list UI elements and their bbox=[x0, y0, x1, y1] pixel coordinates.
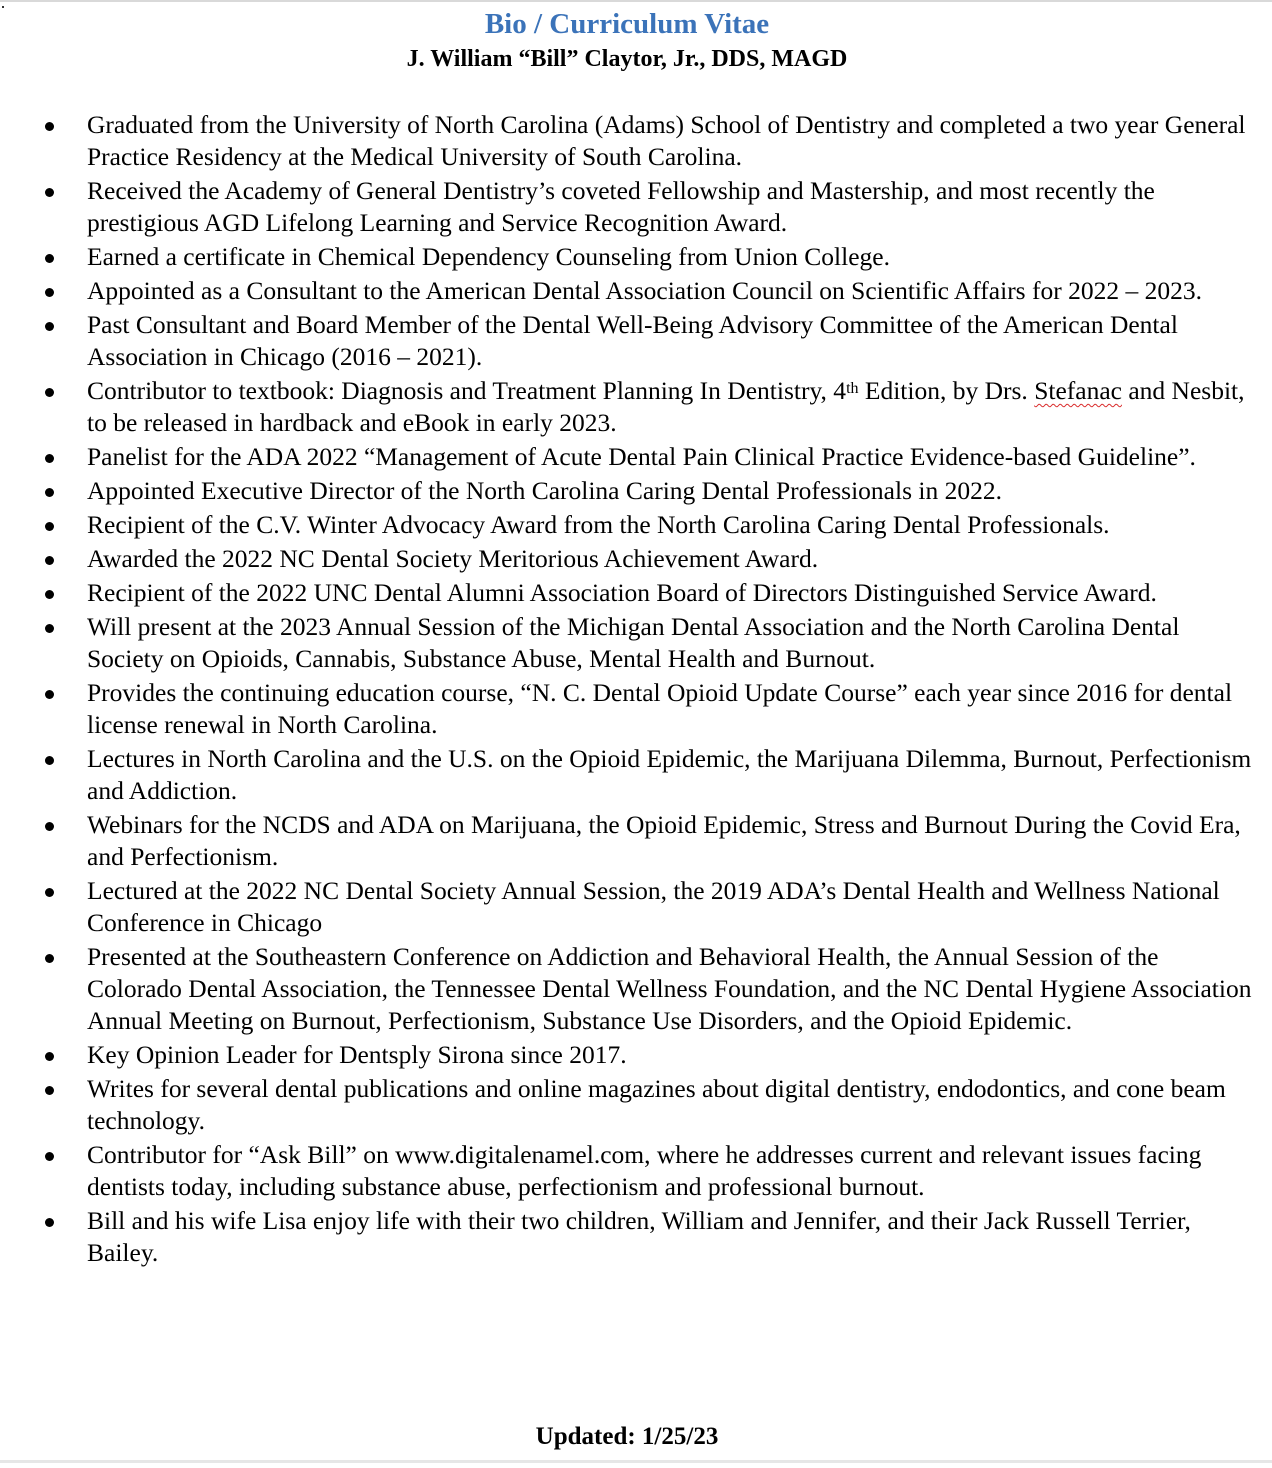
list-item-text: Contributor to textbook: Diagnosis and Treatment Planning In Dentistry, 4 bbox=[87, 376, 847, 405]
list-item bbox=[0, 309, 1272, 373]
bullet-icon bbox=[45, 624, 54, 633]
list-item bbox=[0, 475, 1272, 507]
bullet-icon bbox=[45, 322, 54, 331]
bullet-icon bbox=[45, 522, 54, 531]
bullet-icon bbox=[45, 1052, 54, 1061]
list-item bbox=[0, 677, 1272, 741]
bullet-icon bbox=[45, 1086, 54, 1095]
bio-list bbox=[0, 109, 1272, 1271]
list-item bbox=[0, 275, 1272, 307]
document-subtitle: J. William “Bill” Claytor, Jr., DDS, MAGD bbox=[406, 46, 848, 72]
list-item-text: Edition, by Drs. bbox=[858, 376, 1035, 405]
list-item-text: Provides the continuing education course, “N. C. Dental Opioid Update Course” each year since 2016 for dental license renewal in North Carolina. bbox=[87, 678, 1233, 739]
bullet-icon bbox=[45, 254, 54, 263]
list-item-text: Past Consultant and Board Member of the Dental Well-Being Advisory Committee of the American Dental Association in Chicago (2016 – 2021). bbox=[87, 310, 1178, 371]
list-item bbox=[0, 441, 1272, 473]
list-item-text: Webinars for the NCDS and ADA on Marijuana, the Opioid Epidemic, Stress and Burnout During the Covid Era, and Perfectionism. bbox=[87, 810, 1241, 871]
bullet-icon bbox=[45, 188, 54, 197]
bullet-icon bbox=[45, 1218, 54, 1227]
list-item bbox=[0, 109, 1272, 173]
list-item-text: Lectured at the 2022 NC Dental Society Annual Session, the 2019 ADA’s Dental Health and Wellness National Conference in Chicago bbox=[87, 876, 1220, 937]
list-item-text: Appointed as a Consultant to the American Dental Association Council on Scientific Affairs for 2022 – 2023. bbox=[87, 276, 1202, 305]
bullet-icon bbox=[45, 488, 54, 497]
list-item bbox=[0, 543, 1272, 575]
list-item bbox=[0, 577, 1272, 609]
bullet-icon bbox=[45, 756, 54, 765]
list-item bbox=[0, 1139, 1272, 1203]
list-item bbox=[0, 743, 1272, 807]
list-item bbox=[0, 809, 1272, 873]
list-item bbox=[0, 941, 1272, 1037]
bullet-icon bbox=[45, 954, 54, 963]
list-item bbox=[0, 241, 1272, 273]
bullet-icon bbox=[45, 556, 54, 565]
spellcheck-flagged-word[interactable]: Stefanac bbox=[1034, 376, 1122, 405]
page-bottom-edge bbox=[0, 1460, 1272, 1463]
bullet-icon bbox=[45, 888, 54, 897]
list-item-text: Earned a certificate in Chemical Dependency Counseling from Union College. bbox=[87, 242, 890, 271]
list-item bbox=[0, 1073, 1272, 1137]
list-item-text: Received the Academy of General Dentistry’s coveted Fellowship and Mastership, and most recently the prestigious AGD Lifelong Learning and Service Recognition Award. bbox=[87, 176, 1155, 237]
list-item bbox=[0, 875, 1272, 939]
list-item bbox=[0, 1039, 1272, 1071]
list-item bbox=[0, 1205, 1272, 1269]
list-item-text: Panelist for the ADA 2022 “Management of Acute Dental Pain Clinical Practice Evidence-based Guideline”. bbox=[87, 442, 1196, 471]
list-item-text: Key Opinion Leader for Dentsply Sirona since 2017. bbox=[87, 1040, 627, 1069]
list-item-text: Writes for several dental publications and online magazines about digital dentistry, endodontics, and cone beam technology. bbox=[87, 1074, 1226, 1135]
list-item-text: Presented at the Southeastern Conference on Addiction and Behavioral Health, the Annual Session of the Colorado Dental Association, the Tennessee Dental Wellness Foundation, and the NC Dental Hygiene Association Annual Meeting on Burnout, Perfectionism, Substance Use Disorders, and the Opioid Epidemic. bbox=[87, 942, 1252, 1035]
bullet-icon bbox=[45, 288, 54, 297]
list-item bbox=[0, 509, 1272, 541]
page-top-edge bbox=[0, 0, 1272, 2]
list-item-text: Lectures in North Carolina and the U.S. on the Opioid Epidemic, the Marijuana Dilemma, Burnout, Perfectionism and Addiction. bbox=[87, 744, 1252, 805]
bullet-icon bbox=[45, 590, 54, 599]
bullet-icon bbox=[45, 454, 54, 463]
document-title: Bio / Curriculum Vitae bbox=[484, 8, 770, 40]
superscript: th bbox=[846, 380, 859, 397]
list-item-text: Appointed Executive Director of the North Carolina Caring Dental Professionals in 2022. bbox=[87, 476, 1002, 505]
list-item-text: Contributor for “Ask Bill” on www.digitalenamel.com, where he addresses current and relevant issues facing dentists today, including substance abuse, perfectionism and professional burnout. bbox=[87, 1140, 1202, 1201]
list-item-text: Bill and his wife Lisa enjoy life with their two children, William and Jennifer, and their Jack Russell Terrier, Bailey. bbox=[87, 1206, 1191, 1267]
bullet-icon bbox=[45, 388, 54, 397]
list-item bbox=[0, 375, 1272, 439]
list-item bbox=[0, 611, 1272, 675]
list-item-text: Will present at the 2023 Annual Session of the Michigan Dental Association and the North Carolina Dental Society on Opioids, Cannabis, Substance Abuse, Mental Health and Burnout. bbox=[87, 612, 1180, 673]
bullet-icon bbox=[45, 690, 54, 699]
bullet-icon bbox=[45, 122, 54, 131]
updated-date: Updated: 1/25/23 bbox=[535, 1423, 719, 1450]
list-item-text: Recipient of the 2022 UNC Dental Alumni Association Board of Directors Distinguished Service Award. bbox=[87, 578, 1157, 607]
list-item bbox=[0, 175, 1272, 239]
bullet-icon bbox=[45, 822, 54, 831]
list-item-text: Recipient of the C.V. Winter Advocacy Award from the North Carolina Caring Dental Professionals. bbox=[87, 510, 1110, 539]
list-item-text: Graduated from the University of North Carolina (Adams) School of Dentistry and completed a two year General Practice Residency at the Medical University of South Carolina. bbox=[87, 110, 1246, 171]
bullet-icon bbox=[45, 1152, 54, 1161]
list-item-text: and Nesbit, to be released in hardback and eBook in early 2023. bbox=[87, 376, 1245, 437]
list-item-text: Awarded the 2022 NC Dental Society Meritorious Achievement Award. bbox=[87, 544, 819, 573]
